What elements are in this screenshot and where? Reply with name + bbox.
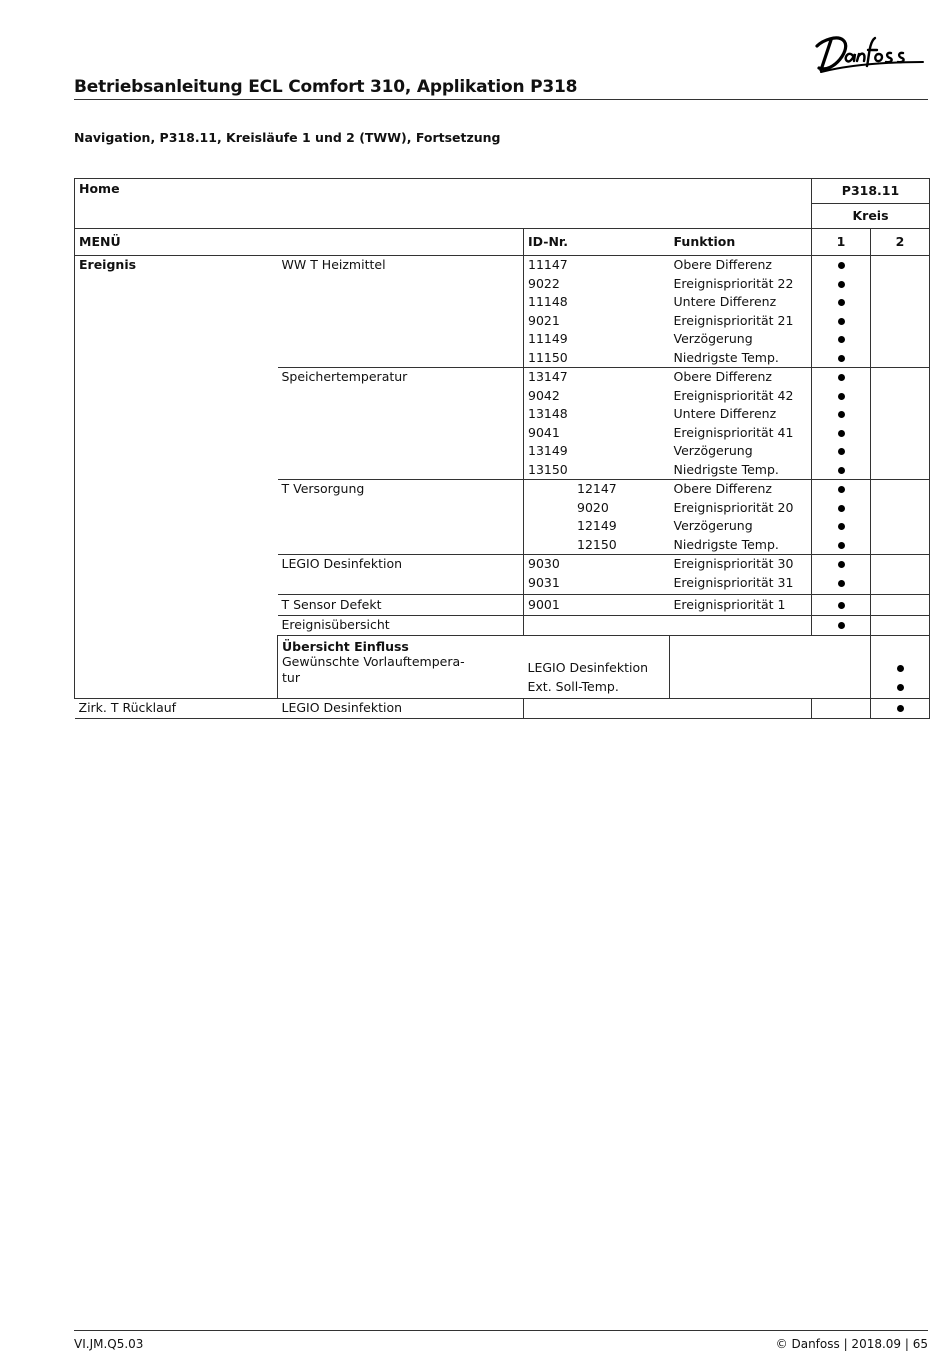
- id-cell: 12150: [524, 536, 670, 555]
- document-code: VI.JM.Q5.03: [74, 1337, 144, 1351]
- header-spacer: [278, 229, 524, 256]
- function-cell: Ereignispriorität 41: [673, 424, 794, 440]
- id-cell: 13150: [524, 461, 670, 480]
- circuit-1-cell: [812, 536, 871, 555]
- bullet-icon: [897, 684, 904, 691]
- bullet-icon: [838, 542, 845, 549]
- id-cell: [524, 699, 670, 719]
- bullet-icon: [838, 561, 845, 568]
- id-cell: 11149: [524, 330, 670, 349]
- circuit-2-cell: [871, 387, 930, 406]
- footer-copyright-page: © Danfoss | 2018.09 | 65: [775, 1337, 928, 1351]
- id-column-header: ID-Nr.: [524, 229, 670, 256]
- submenu-legio-desinfektion-einfluss: LEGIO Desinfektion: [527, 660, 649, 675]
- application-header: P318.11: [812, 179, 930, 204]
- circuit-1-cell: [812, 555, 871, 574]
- function-cell: Ereignispriorität 42: [673, 387, 794, 403]
- circuit-2-header: 2: [871, 229, 930, 256]
- circuit-1-cell: [812, 293, 871, 312]
- circuit-2-cell: [871, 499, 930, 518]
- circuit-2-cell: [871, 699, 930, 719]
- submenu-ereignisuebersicht: Ereignisübersicht: [278, 616, 524, 636]
- id-cell: 9031: [524, 574, 670, 595]
- bullet-icon: [838, 393, 845, 400]
- circuit-1-cell: [812, 480, 871, 499]
- bullet-icon: [838, 505, 845, 512]
- bullet-icon: [838, 523, 845, 530]
- circuit-2-cell: [871, 405, 930, 424]
- id-cell: 13148: [524, 405, 670, 424]
- function-cell: Verzögerung: [673, 331, 753, 346]
- function-cell: Niedrigste Temp.: [673, 536, 779, 552]
- circuit-2-cell: [871, 349, 930, 368]
- submenu-legio-desinfektion: LEGIO Desinfektion: [278, 555, 524, 595]
- submenu-t-sensor-defekt: T Sensor Defekt: [278, 595, 524, 616]
- id-cell: 11147: [524, 256, 670, 275]
- id-cell: 9041: [524, 424, 670, 443]
- function-cell: Untere Differenz: [673, 294, 777, 309]
- circuit-1-cell: [812, 349, 871, 368]
- id-cell: 9020: [524, 499, 670, 518]
- circuit-1-cell: [812, 312, 871, 331]
- circuit-1-cell: [812, 616, 871, 636]
- circuit-2-cell: [871, 461, 930, 480]
- function-cell: Ereignispriorität 30: [670, 555, 812, 574]
- footer-divider: [74, 1330, 928, 1331]
- bullet-icon: [838, 430, 845, 437]
- function-cell: Niedrigste Temp.: [673, 461, 779, 477]
- zirk-t-ruecklauf-menu: Zirk. T Rücklauf: [75, 699, 278, 719]
- circuit-2-cell: [871, 555, 930, 574]
- id-cell: 9030: [524, 555, 670, 574]
- navigation-table: [74, 178, 930, 719]
- bullet-icon: [838, 374, 845, 381]
- home-header: Home: [75, 179, 812, 229]
- bullet-icon: [838, 281, 845, 288]
- circuit-2-cell: [871, 616, 930, 636]
- circuit-1-cell: [812, 424, 871, 443]
- id-cell: 9022: [524, 275, 670, 294]
- submenu-t-versorgung: T Versorgung: [278, 480, 524, 555]
- circuit-1-cell: [812, 461, 871, 480]
- header-divider: [74, 99, 928, 100]
- function-cell: Obere Differenz: [673, 257, 772, 272]
- function-cell: Ereignispriorität 31: [673, 574, 794, 590]
- uebersicht-einfluss-label: Übersicht Einfluss: [282, 639, 409, 654]
- submenu-legio-desinfektion-zirk: LEGIO Desinfektion: [278, 699, 524, 719]
- function-cell: Verzögerung: [673, 518, 753, 533]
- circuit-2-cell: [871, 595, 930, 616]
- function-cell: Obere Differenz: [670, 368, 812, 387]
- function-cell: Niedrigste Temp.: [673, 349, 779, 365]
- function-cell: [812, 636, 871, 699]
- circuit-2-cell: [871, 574, 930, 595]
- id-cell: 13147: [524, 368, 670, 387]
- danfoss-logo: [813, 28, 929, 78]
- circuit-2-cell: [871, 536, 930, 555]
- bullet-icon: [838, 411, 845, 418]
- bullet-icon: [838, 448, 845, 455]
- id-cell: 13149: [524, 442, 670, 461]
- menu-column-header: MENÜ: [75, 229, 278, 256]
- circuit-1-cell: [812, 405, 871, 424]
- circuit-1-cell: [812, 442, 871, 461]
- submenu-ww-t-heizmittel: WW T Heizmittel: [281, 257, 386, 272]
- section-title: Navigation, P318.11, Kreisläufe 1 und 2 (TWW), Fortsetzung: [74, 130, 501, 145]
- circuit-2-cell: [871, 368, 930, 387]
- bullet-icon: [838, 622, 845, 629]
- function-cell: Ereignispriorität 22: [673, 275, 794, 291]
- function-cell: [670, 616, 812, 636]
- id-cell: 11150: [524, 349, 670, 368]
- bullet-icon: [838, 467, 845, 474]
- bullet-icon: [838, 486, 845, 493]
- circuit-1-header: 1: [812, 229, 871, 256]
- circuit-1-cell: [812, 574, 871, 595]
- gewuenschte-vorlauftemperatur-label: Gewünschte Vorlauftempera-tur: [282, 654, 465, 685]
- circuit-2-cell: [871, 275, 930, 294]
- id-cell: 9021: [524, 312, 670, 331]
- function-cell: Ereignispriorität 21: [673, 312, 794, 328]
- circuit-1-cell: [812, 699, 871, 719]
- circuit-1-cell: [871, 636, 930, 699]
- bullet-icon: [838, 355, 845, 362]
- bullet-icon: [838, 318, 845, 325]
- circuit-2-cell: [871, 256, 930, 275]
- circuit-1-cell: [812, 275, 871, 294]
- function-cell: [670, 699, 812, 719]
- circuit-2-cell: [871, 424, 930, 443]
- function-cell: Ereignispriorität 20: [673, 499, 794, 515]
- einfluss-submenus: [524, 636, 670, 699]
- circuit-2-cell: [871, 480, 930, 499]
- submenu-speichertemperatur: Speichertemperatur: [278, 368, 524, 480]
- id-cell: [670, 636, 812, 699]
- bullet-icon: [838, 299, 845, 306]
- id-cell: 9001: [524, 595, 670, 616]
- function-cell: Ereignispriorität 1: [670, 595, 812, 616]
- circuit-2-cell: [871, 293, 930, 312]
- circuit-1-cell: [812, 595, 871, 616]
- circuit-1-cell: [812, 368, 871, 387]
- table-row: [75, 699, 930, 719]
- bullet-icon: [838, 336, 845, 343]
- ereignis-menu-label: Ereignis: [75, 256, 278, 699]
- circuit-1-cell: [812, 387, 871, 406]
- circuit-1-cell: [812, 499, 871, 518]
- function-column-header: Funktion: [670, 229, 812, 256]
- function-cell: Obere Differenz: [670, 480, 812, 499]
- kreis-header: Kreis: [812, 204, 930, 229]
- id-cell: 9042: [524, 387, 670, 406]
- circuit-2-cell: [871, 517, 930, 536]
- submenu-ext-soll-temp: Ext. Soll-Temp.: [527, 678, 619, 694]
- id-cell: 12149: [524, 517, 670, 536]
- circuit-1-cell: [812, 330, 871, 349]
- circuit-1-cell: [812, 517, 871, 536]
- circuit-1-cell: [812, 256, 871, 275]
- circuit-2-cell: [871, 312, 930, 331]
- id-cell: 12147: [524, 480, 670, 499]
- id-cell: [524, 616, 670, 636]
- circuit-2-cell: [871, 330, 930, 349]
- uebersicht-einfluss-menu: [278, 636, 524, 699]
- table-row: [75, 256, 930, 275]
- bullet-icon: [897, 665, 904, 672]
- function-cell: Verzögerung: [673, 443, 753, 458]
- id-cell: 11148: [524, 293, 670, 312]
- bullet-icon: [838, 262, 845, 269]
- function-cell: Untere Differenz: [673, 406, 777, 421]
- bullet-icon: [838, 580, 845, 587]
- circuit-2-cell: [871, 442, 930, 461]
- bullet-icon: [897, 705, 904, 712]
- bullet-icon: [838, 602, 845, 609]
- document-title: Betriebsanleitung ECL Comfort 310, Applikation P318: [74, 77, 578, 97]
